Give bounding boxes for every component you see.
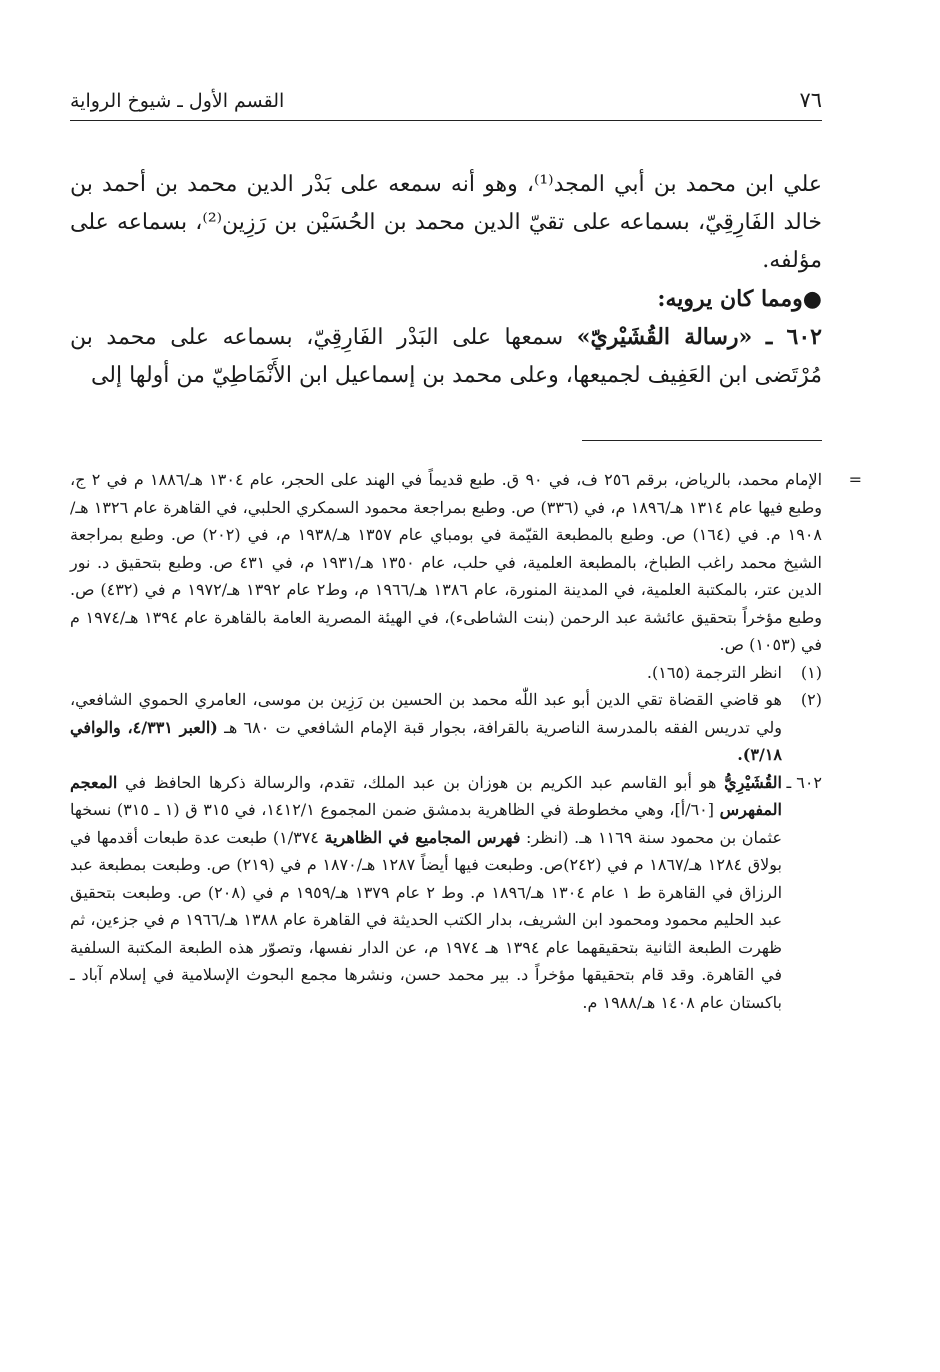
footnote-1 — [70, 659, 822, 687]
running-title: القسم الأول ـ شيوخ الرواية — [70, 90, 285, 112]
page-number: ٧٦ — [799, 88, 822, 112]
footnote-602-name: القُشَيْرِيُّ — [724, 772, 782, 792]
section-subheading: ●ومما كان يرويه: — [657, 286, 822, 312]
footnote-602-mark: ٦٠٢ ـ — [786, 772, 822, 792]
main-paragraph: علي ابن محمد بن أبي المجد⁽¹⁾، وهو أنه سمعه على بَدْر الدين محمد بن أحمد بن خالد الفَارِقِيّ، بسماعه على تقيّ الدين محمد بن الحُسَيْن بن رَزِين⁽²⁾، بسماعه على مؤلفه. — [70, 172, 822, 273]
footnote-2-text: هو قاضي القضاة تقي الدين أبو عبد اللّٰه محمد بن الحسين بن رَزِين بن موسى، العامري الحموي الشافعي، ولي تدريس الفقه بالمدرسة الناصرية بالقرافة، بجوار قبة الإمام الشافعي ت ٦٨٠ هـ — [70, 690, 783, 737]
footnote-2-reference: (العبر ٤/٣٣١، والوافي ٣/١٨). — [70, 717, 782, 764]
page-header — [70, 86, 822, 121]
footnote-602-source-2: فهرس المجاميع في الظاهرية — [324, 827, 521, 847]
footnote-2 — [70, 686, 822, 769]
continuation-text: الإمام محمد، بالرياض، برقم ٢٥٦ ف، في ٩٠ ق. طبع قديماً في الهند على الحجر، عام ١٣٠٤ هـ/١٨٨٦ م في ٢ ج، وطبع فيها عام ١٣١٤ هـ/١٨٩٦ م، في (٣٣٦) ص. وطبع بمراجعة محمود السمكري الحلبي، في القاهرة عام ١٣٢٦ هـ/١٩٠٨ م. في (١٦٤) ص. وطبع بالمطبعة القيّمة في بومباي عام ١٣٥٧ هـ/١٩٣٨ م، في (٢٠٢) ص. وطبع بمراجعة الشيخ محمد راغب الطباخ، بالمطبعة العلمية، في حلب، عام ١٣٥٠ هـ/١٩٣١ م، في ٤٣١ ص. وطبع بتحقيق د. نور الدين عتر، بالمكتبة العلمية، في المدينة المنورة، عام ١٣٨٦ هـ/١٩٦٦ م، وط٢ عام ١٣٩٢ هـ/١٩٧٢ م في (٤٣٢) ص. وطبع مؤخراً بتحقيق عائشة عبد الرحمن (بنت الشاطىء)، في الهيئة المصرية العامة بالقاهرة عام ١٣٩٤ هـ/١٩٧٤ م في (١٠٥٣) ص. — [70, 470, 823, 654]
entry-text: سمعها على البَدْر الفَارِقِيّ، بسماعه على محمد بن مُرْتَضى ابن العَفِيف لجميعها، وعلى محمد بن إسماعيل ابن الأَنْمَاطِيّ من أولها إلى — [70, 325, 822, 388]
footnote-continuation — [70, 466, 862, 659]
footnote-602-source-1: المعجم المفهرس — [70, 772, 782, 819]
footnote-1-mark: (١) — [800, 662, 822, 682]
footnote-1-text: انظر الترجمة (١٦٥). — [646, 662, 782, 682]
footnote-602-text-c: [٦٠/أ]، وهي مخطوطة في الظاهرية بدمشق ضمن المجموع ١٤١٢/١، في ٣١٥ ق (١ ـ ٣١٥) نسخها عثمان بن محمود سنة ١١٦٩ هـ. (انظر: — [70, 800, 783, 847]
footnote-divider — [582, 440, 822, 441]
entry-title: «رسالة القُشَيْريّ» — [576, 324, 753, 350]
footnote-602-text-a: هو أبو القاسم عبد الكريم بن هوزان بن عبد الملك، تقدم، والرسالة ذكرها الحافظ في — [117, 772, 725, 792]
entry-paragraph — [70, 318, 822, 395]
entry-number: ٦٠٢ ـ — [765, 324, 822, 350]
continuation-mark: = — [848, 470, 862, 489]
footnote-602 — [70, 769, 822, 1017]
footnotes — [70, 466, 862, 1016]
footnote-2-mark: (٢) — [800, 690, 822, 709]
footnote-602-text-e: ١/٣٧٤) طبعت عدة طبعات أقدمها في بولاق ١٢٨٤ هـ/١٨٦٧ م في (٢٤٢)ص. وطبعت فيها أيضاً ١٢٨٧ هـ/١٨٧٠ م في (٢١٩) ص. وطبعت بمطبعة عبد الرزاق في القاهرة ط ١ عام ١٣٠٤ هـ/١٨٩٦ م. وط ٢ عام ١٣٧٩ هـ/١٩٥٩ م في (٢٠٨) ص. وطبعت بتحقيق عبد الحليم محمود ومحمود ابن الشريف، بدار الكتب الحديثة في القاهرة عام ١٣٨٨ هـ/١٩٦٦ م في جزءين، ثم ظهرت الطبعة الثانية بتحقيقهما عام ١٣٩٤ هـ ١٩٧٤ م، عن الدار نفسها، وتصوّر هذه الطبعة المكتبة السلفية في القاهرة. وقد قام بتحقيقها مؤخراً د. بير محمد حسن، ونشرها مجمع البحوث الإسلامية في إسلام آباد ـ باكستان عام ١٤٠٨ هـ/١٩٨٨ م. — [70, 827, 783, 1012]
main-text — [70, 166, 822, 395]
